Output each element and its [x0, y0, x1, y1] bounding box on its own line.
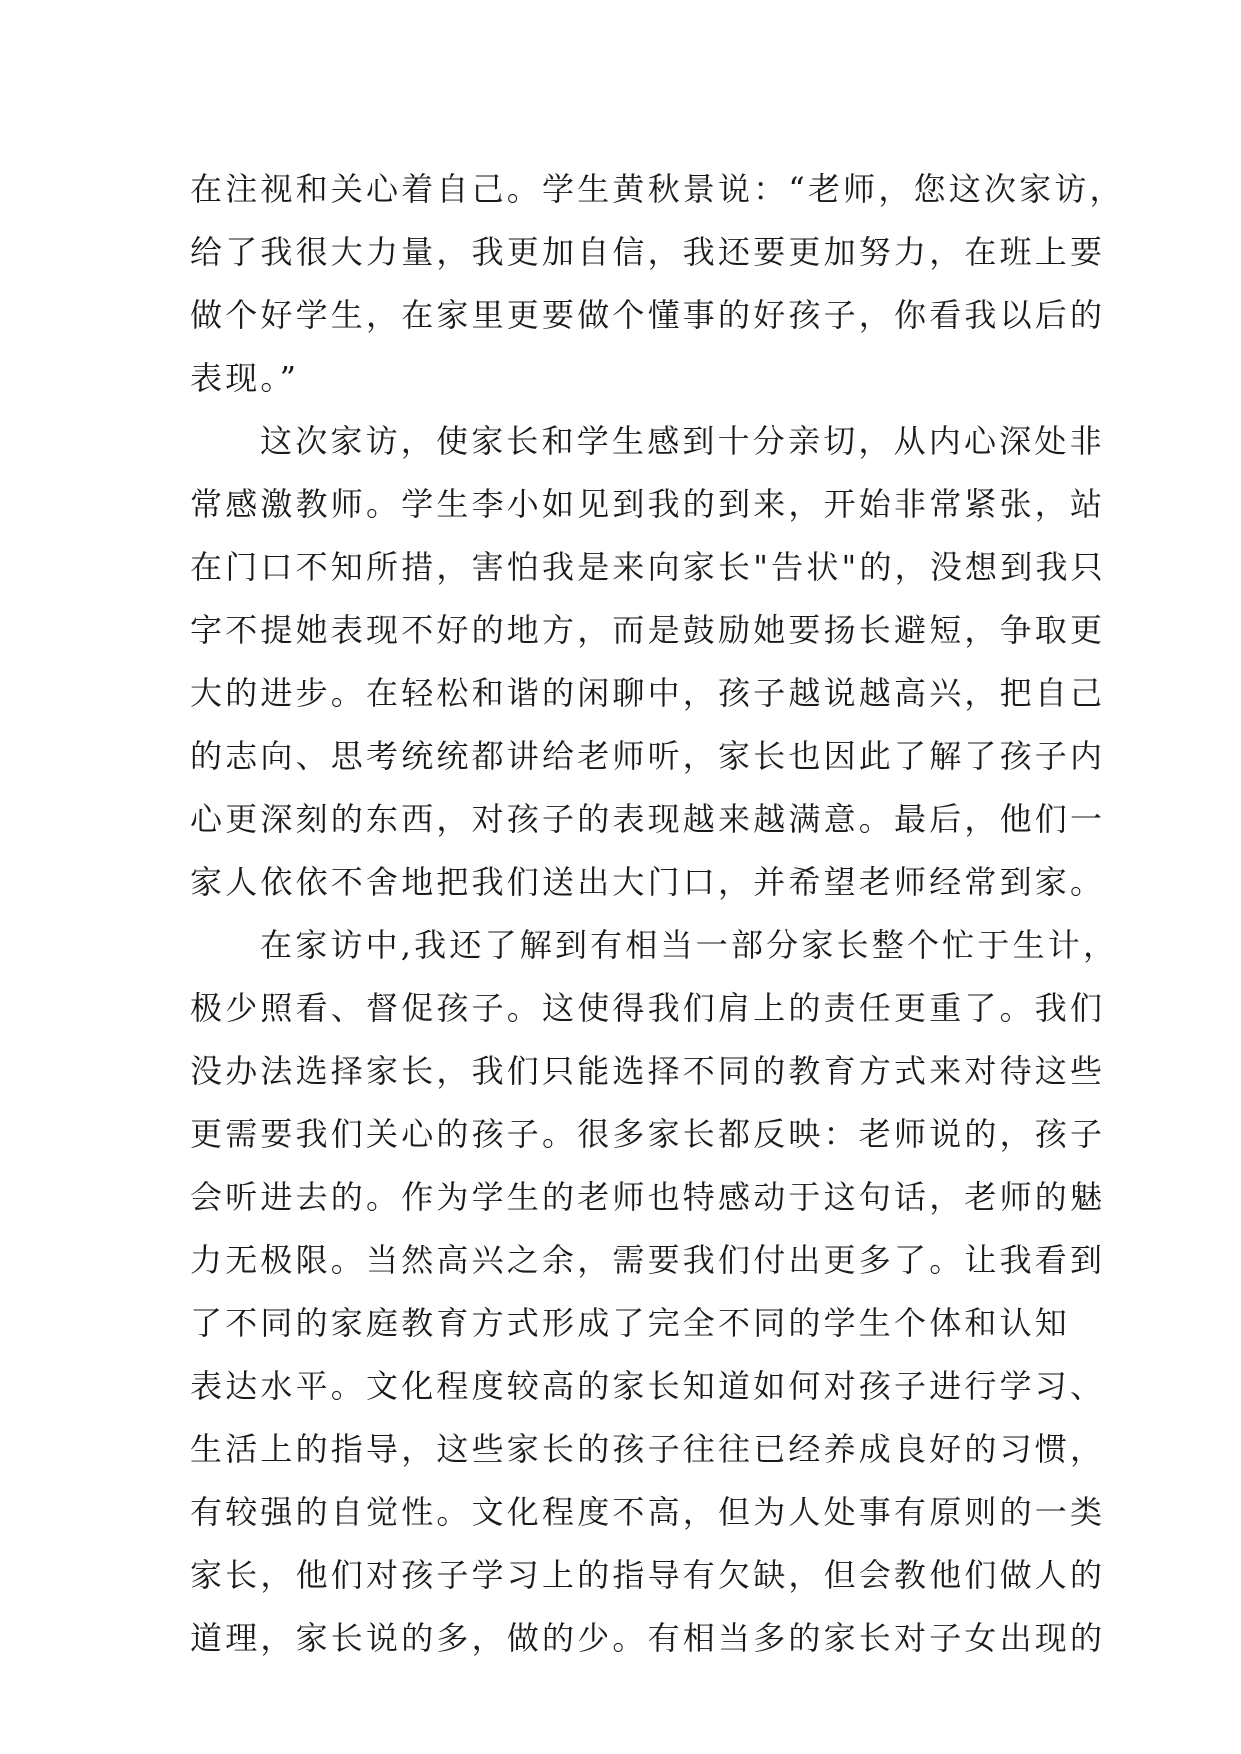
text-line: 做个好学生，在家里更要做个懂事的好孩子，你看我以后的 [190, 296, 1106, 334]
text-line: 没办法选择家长，我们只能选择不同的教育方式来对待这些 [190, 1052, 1106, 1090]
text-line: 道理，家长说的多，做的少。有相当多的家长对子女出现的 [190, 1619, 1106, 1657]
text-line: 力无极限。当然高兴之余，需要我们付出更多了。让我看到 [190, 1241, 1106, 1279]
text-line: 更需要我们关心的孩子。很多家长都反映：老师说的，孩子 [190, 1115, 1106, 1153]
paragraph-first-line: 这次家访，使家长和学生感到十分亲切，从内心深处非 [260, 422, 1105, 460]
text-line: 极少照看、督促孩子。这使得我们肩上的责任更重了。我们 [190, 989, 1106, 1027]
paragraph-first-line: 在家访中,我还了解到有相当一部分家长整个忙于生计， [260, 926, 1119, 964]
text-line: 家长，他们对孩子学习上的指导有欠缺，但会教他们做人的 [190, 1556, 1106, 1594]
text-line: 在门口不知所措，害怕我是来向家长"告状"的，没想到我只 [190, 548, 1106, 586]
text-line: 了不同的家庭教育方式形成了完全不同的学生个体和认知 [190, 1304, 1071, 1342]
text-line: 字不提她表现不好的地方，而是鼓励她要扬长避短，争取更 [190, 611, 1106, 649]
text-line: 会听进去的。作为学生的老师也特感动于这句话，老师的魅 [190, 1178, 1106, 1216]
text-line: 家人依依不舍地把我们送出大门口，并希望老师经常到家。 [190, 863, 1106, 901]
text-line: 给了我很大力量，我更加自信，我还要更加努力，在班上要 [190, 233, 1106, 271]
text-line: 心更深刻的东西，对孩子的表现越来越满意。最后，他们一 [190, 800, 1106, 838]
document-body [190, 158, 1125, 1670]
text-line: 在注视和关心着自己。学生黄秋景说：“老师，您这次家访， [190, 170, 1125, 208]
text-line: 表现。” [190, 359, 300, 397]
text-line: 的志向、思考统统都讲给老师听，家长也因此了解了孩子内 [190, 737, 1106, 775]
text-line: 大的进步。在轻松和谐的闲聊中，孩子越说越高兴，把自己 [190, 674, 1106, 712]
text-line: 常感激教师。学生李小如见到我的到来，开始非常紧张，站 [190, 485, 1106, 523]
text-line: 有较强的自觉性。文化程度不高，但为人处事有原则的一类 [190, 1493, 1106, 1531]
text-line: 表达水平。文化程度较高的家长知道如何对孩子进行学习、 [190, 1367, 1106, 1405]
text-line: 生活上的指导，这些家长的孩子往往已经养成良好的习惯， [190, 1430, 1106, 1468]
